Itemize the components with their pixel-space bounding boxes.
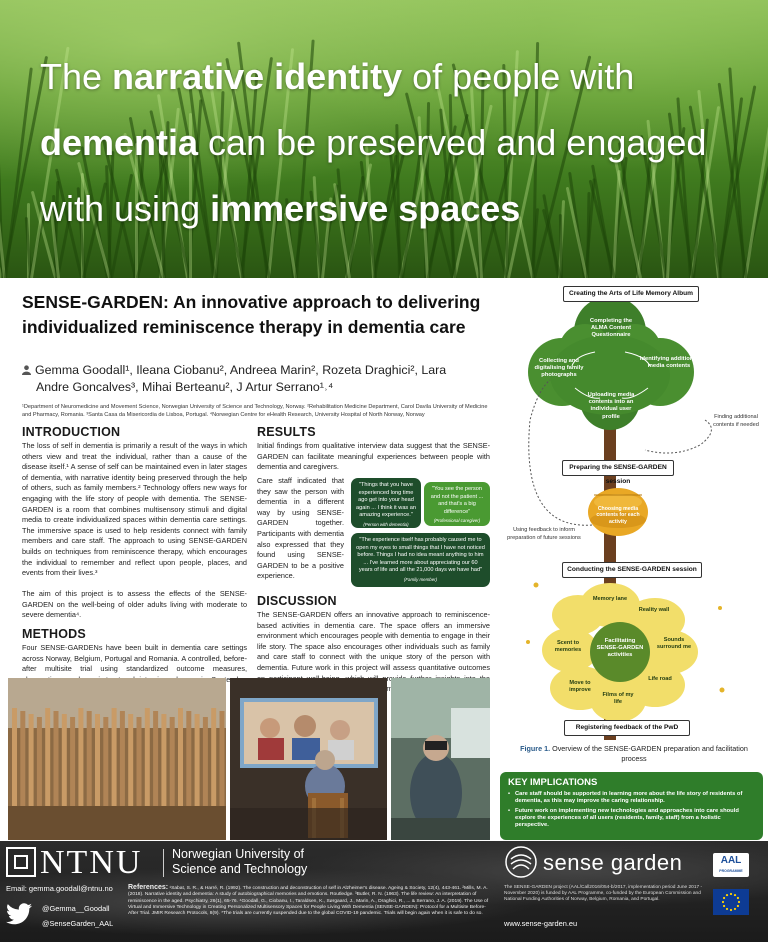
quote-bubble-family: "The experience itself has probably caused me to open my eyes to small things that I have not noticed before. Things I had no idea meant anything to him ... I've learned more about appreciating our 60 years of life and all the 21,000 days we have had" (Family member): [351, 533, 490, 587]
hive-text: Choosing media contents for each activity: [596, 506, 640, 525]
aal-logo: AAL PROGRAMME: [713, 853, 749, 877]
ntnu-logo-icon: [6, 847, 36, 877]
photo-vr-user: [391, 678, 490, 840]
key-implications-box: [500, 772, 763, 840]
funding-note: The SENSE-GARDEN project (AAL/Call2016/054-b/2017, implementation period June 2017 - November 2020) is funded by AAL Programme, co-funded by the European Commission and National Funding Authorities of Norway, Belgium, Romania, and Portugal.: [504, 885, 703, 903]
person-icon: [22, 365, 31, 375]
banner-title: The narrative identity of people with dementia can be preserved and engaged with using immersive spaces: [40, 56, 707, 229]
step-box-conducting: Conducting the SENSE-GARDEN session: [562, 562, 702, 578]
intro-heading: INTRODUCTION: [22, 425, 121, 439]
discussion-heading: DISCUSSION: [257, 594, 337, 608]
results-heading: RESULTS: [257, 425, 316, 439]
key-implications-title: KEY IMPLICATIONS: [508, 777, 598, 788]
divider: [163, 849, 164, 877]
header-banner: [0, 0, 768, 278]
step-box-feedback: Registering feedback of the PwD: [564, 720, 690, 736]
leaf-identifying: Identifying additional media contents: [639, 356, 699, 370]
figure-caption: Figure 1. Overview of the SENSE-GARDEN preparation and facilitation process: [520, 744, 748, 763]
quote-bubble-pwd: "Things that you have experienced long time ago get into your head again ... I think it was an amazing experience." (Person with dementia): [351, 478, 421, 528]
website-link[interactable]: www.sense-garden.eu: [504, 919, 578, 928]
petal-reality-wall: Reality wall: [638, 607, 670, 613]
leaf-collecting: Collecting and digitalising family photographs: [534, 358, 584, 379]
twitter-handle-gemma[interactable]: @Gemma__Goodall: [42, 904, 110, 913]
university-name: Norwegian University of Science and Technology: [172, 847, 308, 876]
author-list: Gemma Goodall¹, Ileana Ciobanu², Andreea Marin², Rozeta Draghici², Lara Andre Goncalves³, Mihai Berteanu², J Artur Serrano¹˒⁴: [22, 362, 492, 396]
note-using-feedback: Using feedback to inform preparation of future sessions: [507, 527, 581, 541]
references: References: ¹Sabat, S. R., & Harré, R. (1992). The construction and deconstruction of self in Alzheimer's disease. Ageing & Society, 12(4), 443-461. ²Mills, M. A. (2018). Narrative identity and dementia: A study of autobiographical memories and emotions. Routledge. ³Butler, R. N. (1963). The life review: An interpretation of reminiscence in the aged. Psychiatry, 26(1), 65-76. ⁴Goodall, G., Ciobanu, I., Taraldsen, K., Sørgaard, J., Marin, A., Draghici, R., ... & Serrano, J. A. (2019). The Use of Virtual and Immersive Technology in Creating Personalized Multisensory Spaces for People Living With Dementia (SENSE-GARDEN): Protocol for a Multisite Before-After Trial. JMIR Research Protocols, 8(9). *The trials are currently suspended due to the global COVID-19 pandemic. Trials will begin again when it is safe to do so.: [128, 884, 489, 917]
step-box-memory-album: Creating the Arts of Life Memory Album: [563, 286, 699, 302]
photo-session: [230, 678, 387, 840]
methods-heading: METHODS: [22, 627, 86, 641]
poster-title: SENSE-GARDEN: An innovative approach to delivering individualized reminiscence therapy in dementia care: [22, 292, 481, 337]
footer: [0, 841, 768, 942]
contact-email[interactable]: Email: gemma.goodall@ntnu.no: [6, 884, 113, 893]
results-paragraph: Care staff indicated that they saw the person with dementia in a different way by using SENSE-GARDEN together. Participants with dementia also expressed that they found using SENSE-GARDEN to be a positive experience.: [257, 476, 344, 581]
sense-garden-logo-icon: [504, 845, 538, 879]
twitter-handle-sensegarden[interactable]: @SenseGarden_AAL: [42, 919, 114, 928]
petal-films: Films of my life: [602, 692, 634, 705]
leaf-uploading: Uploading media contents into an individual user profile: [587, 392, 635, 420]
methods-paragraph: Four SENSE-GARDENs have been built in dementia care settings across Norway, Belgium, Portugal and Romania. A controlled, before-after multisite trial using standardized outcome measures, September: [22, 643, 247, 684]
petal-memory-lane: Memory lane: [592, 596, 628, 602]
aim-paragraph: The aim of this project is to assess the effects of the SENSE-GARDEN on the well-being of older adults living with moderate to severe dementia⁴.: [22, 589, 247, 620]
ntnu-wordmark: NTNU: [40, 844, 143, 881]
discussion-paragraph: The SENSE-GARDEN offers an innovative approach to reminiscence-based activities in dementia care. The space offers an immersive environment which encourages people with dementia to engage in their life story. The space also encourages other individuals such as family and care staff to connect with the unique story of the person with dementia. Future work in this project will assess quantitative outcomes: [257, 610, 490, 672]
leaf-questionnaire: Completing the ALMA Content Questionnaire: [589, 318, 633, 339]
photo-wooden-room: [8, 678, 226, 840]
flower-center-text: Facilitating SENSE-GARDEN activities: [596, 638, 644, 659]
note-finding-contents: Finding additional contents if needed: [713, 414, 759, 428]
eu-flag-icon: [713, 889, 749, 915]
petal-move: Move to improve: [569, 680, 591, 693]
results-intro: Initial findings from qualitative interview data suggest that the SENSE-GARDEN can facilitate meaningful experiences between people with dementia and caregivers.: [257, 441, 490, 472]
petal-life-road: Life road: [648, 676, 672, 682]
quote-bubble-caregiver: "You see the person and not the patient ... and that's a big difference" (Professional caregiver): [424, 482, 490, 526]
twitter-icon: [6, 903, 32, 925]
petal-scent: Scent to memories: [554, 640, 582, 653]
key-implication-item: • Future work on implementing new technologies and approaches into care should explore the experiences of all users (residents, family, staff) from a holistic perspective.: [508, 808, 755, 830]
process-diagram: [500, 280, 768, 765]
step-box-preparing: Preparing the SENSE-GARDEN session: [562, 460, 674, 476]
sense-garden-wordmark: sense garden: [543, 850, 683, 875]
intro-paragraph: The loss of self in dementia is primarily a result of the ways in which others view and treat the individual, rather than a cause of the disease itself.¹ A sense of self can be maintained even in later stages of dementia, with narrative identity being preserved through the help of others, such as family members.² Technology offers new ways for engaging with the life story of people with dementia. The SENSE-GARDEN is a room that combines multisensory stimuli and digital media to create individualized spaces within dementia care settings. The immersive space is used to help residents connect with family members and care staff. The approach to using SENSE-GARDEN builds on techniques from reminiscence therapy, which encourages the individual to remember and reflect upon people, places, and events from their lives.³: [22, 441, 247, 578]
petal-sounds: Sounds surround me: [656, 637, 692, 650]
affiliations: ¹Department of Neuromedicine and Movement Science, Norwegian University of Science and Technology, Norway. ²Rehabilitation Medicine Department, Carol Davila University of Medicine and Pharmacy, Romania. ³Santa Casa da Misericordia de Lisboa, Portugal. ⁴Norwegian Centre for eHealth Research, University Hospital of North Norway, Norway: [22, 404, 488, 418]
key-implication-item: • Care staff should be supported in learning more about the life story of residents of dementia, as this may improve the caring relationship.: [508, 791, 755, 806]
